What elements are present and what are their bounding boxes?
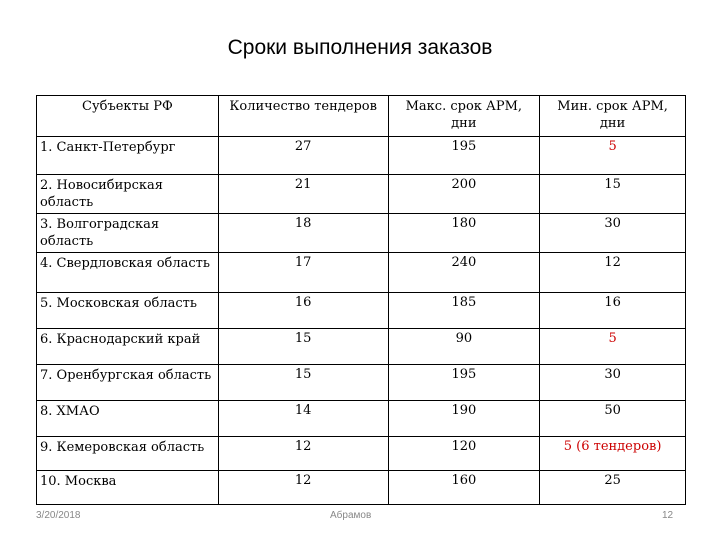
subject-cell: 8. ХМАО	[37, 401, 219, 437]
max-term-cell: 240	[388, 253, 540, 293]
tenders-cell: 12	[218, 471, 388, 505]
table-row	[37, 401, 686, 437]
header-subjects: Субъекты РФ	[37, 96, 219, 137]
subject-cell: 6. Краснодарский край	[37, 329, 219, 365]
header-tenders: Количество тендеров	[218, 96, 388, 137]
max-term-cell: 160	[388, 471, 540, 505]
table-row	[37, 365, 686, 401]
subject-cell: 5. Московская область	[37, 293, 219, 329]
max-term-cell: 90	[388, 329, 540, 365]
table-row	[37, 471, 686, 505]
table-row	[37, 437, 686, 471]
min-term-cell: 25	[540, 471, 686, 505]
tenders-cell: 12	[218, 437, 388, 471]
subject-cell: 7. Оренбургская область	[37, 365, 219, 401]
max-term-cell: 180	[388, 214, 540, 253]
subject-cell: 2. Новосибирская область	[37, 175, 219, 214]
tenders-cell: 16	[218, 293, 388, 329]
tenders-cell: 17	[218, 253, 388, 293]
tenders-cell: 27	[218, 137, 388, 175]
tenders-cell: 15	[218, 329, 388, 365]
min-term-cell: 5	[540, 137, 686, 175]
min-term-cell: 15	[540, 175, 686, 214]
footer-author: Абрамов	[330, 510, 372, 521]
table-row	[37, 293, 686, 329]
max-term-cell: 190	[388, 401, 540, 437]
min-term-cell: 5	[540, 329, 686, 365]
min-term-cell: 16	[540, 293, 686, 329]
footer-page-number: 12	[662, 510, 674, 521]
min-term-cell: 30	[540, 365, 686, 401]
footer-date: 3/20/2018	[36, 510, 81, 521]
table-row	[37, 175, 686, 214]
header-min-term: Мин. срок АРМ, дни	[540, 96, 686, 137]
table-row	[37, 253, 686, 293]
subject-cell: 3. Волгоградская область	[37, 214, 219, 253]
max-term-cell: 200	[388, 175, 540, 214]
subject-cell: 10. Москва	[37, 471, 219, 505]
table-row	[37, 137, 686, 175]
tender-table	[36, 95, 686, 505]
max-term-cell: 195	[388, 137, 540, 175]
max-term-cell: 120	[388, 437, 540, 471]
tenders-cell: 18	[218, 214, 388, 253]
subject-cell: 9. Кемеровская область	[37, 437, 219, 471]
header-max-term: Макс. срок АРМ, дни	[388, 96, 540, 137]
subject-cell: 4. Свердловская область	[37, 253, 219, 293]
tenders-cell: 14	[218, 401, 388, 437]
table-row	[37, 214, 686, 253]
slide-title: Сроки выполнения заказов	[227, 36, 493, 59]
min-term-cell: 30	[540, 214, 686, 253]
max-term-cell: 195	[388, 365, 540, 401]
min-term-cell: 12	[540, 253, 686, 293]
min-term-cell: 5 (6 тендеров)	[540, 437, 686, 471]
table-header-row	[37, 96, 686, 137]
tenders-cell: 15	[218, 365, 388, 401]
subject-cell: 1. Санкт-Петербург	[37, 137, 219, 175]
min-term-cell: 50	[540, 401, 686, 437]
max-term-cell: 185	[388, 293, 540, 329]
tenders-cell: 21	[218, 175, 388, 214]
table-row	[37, 329, 686, 365]
